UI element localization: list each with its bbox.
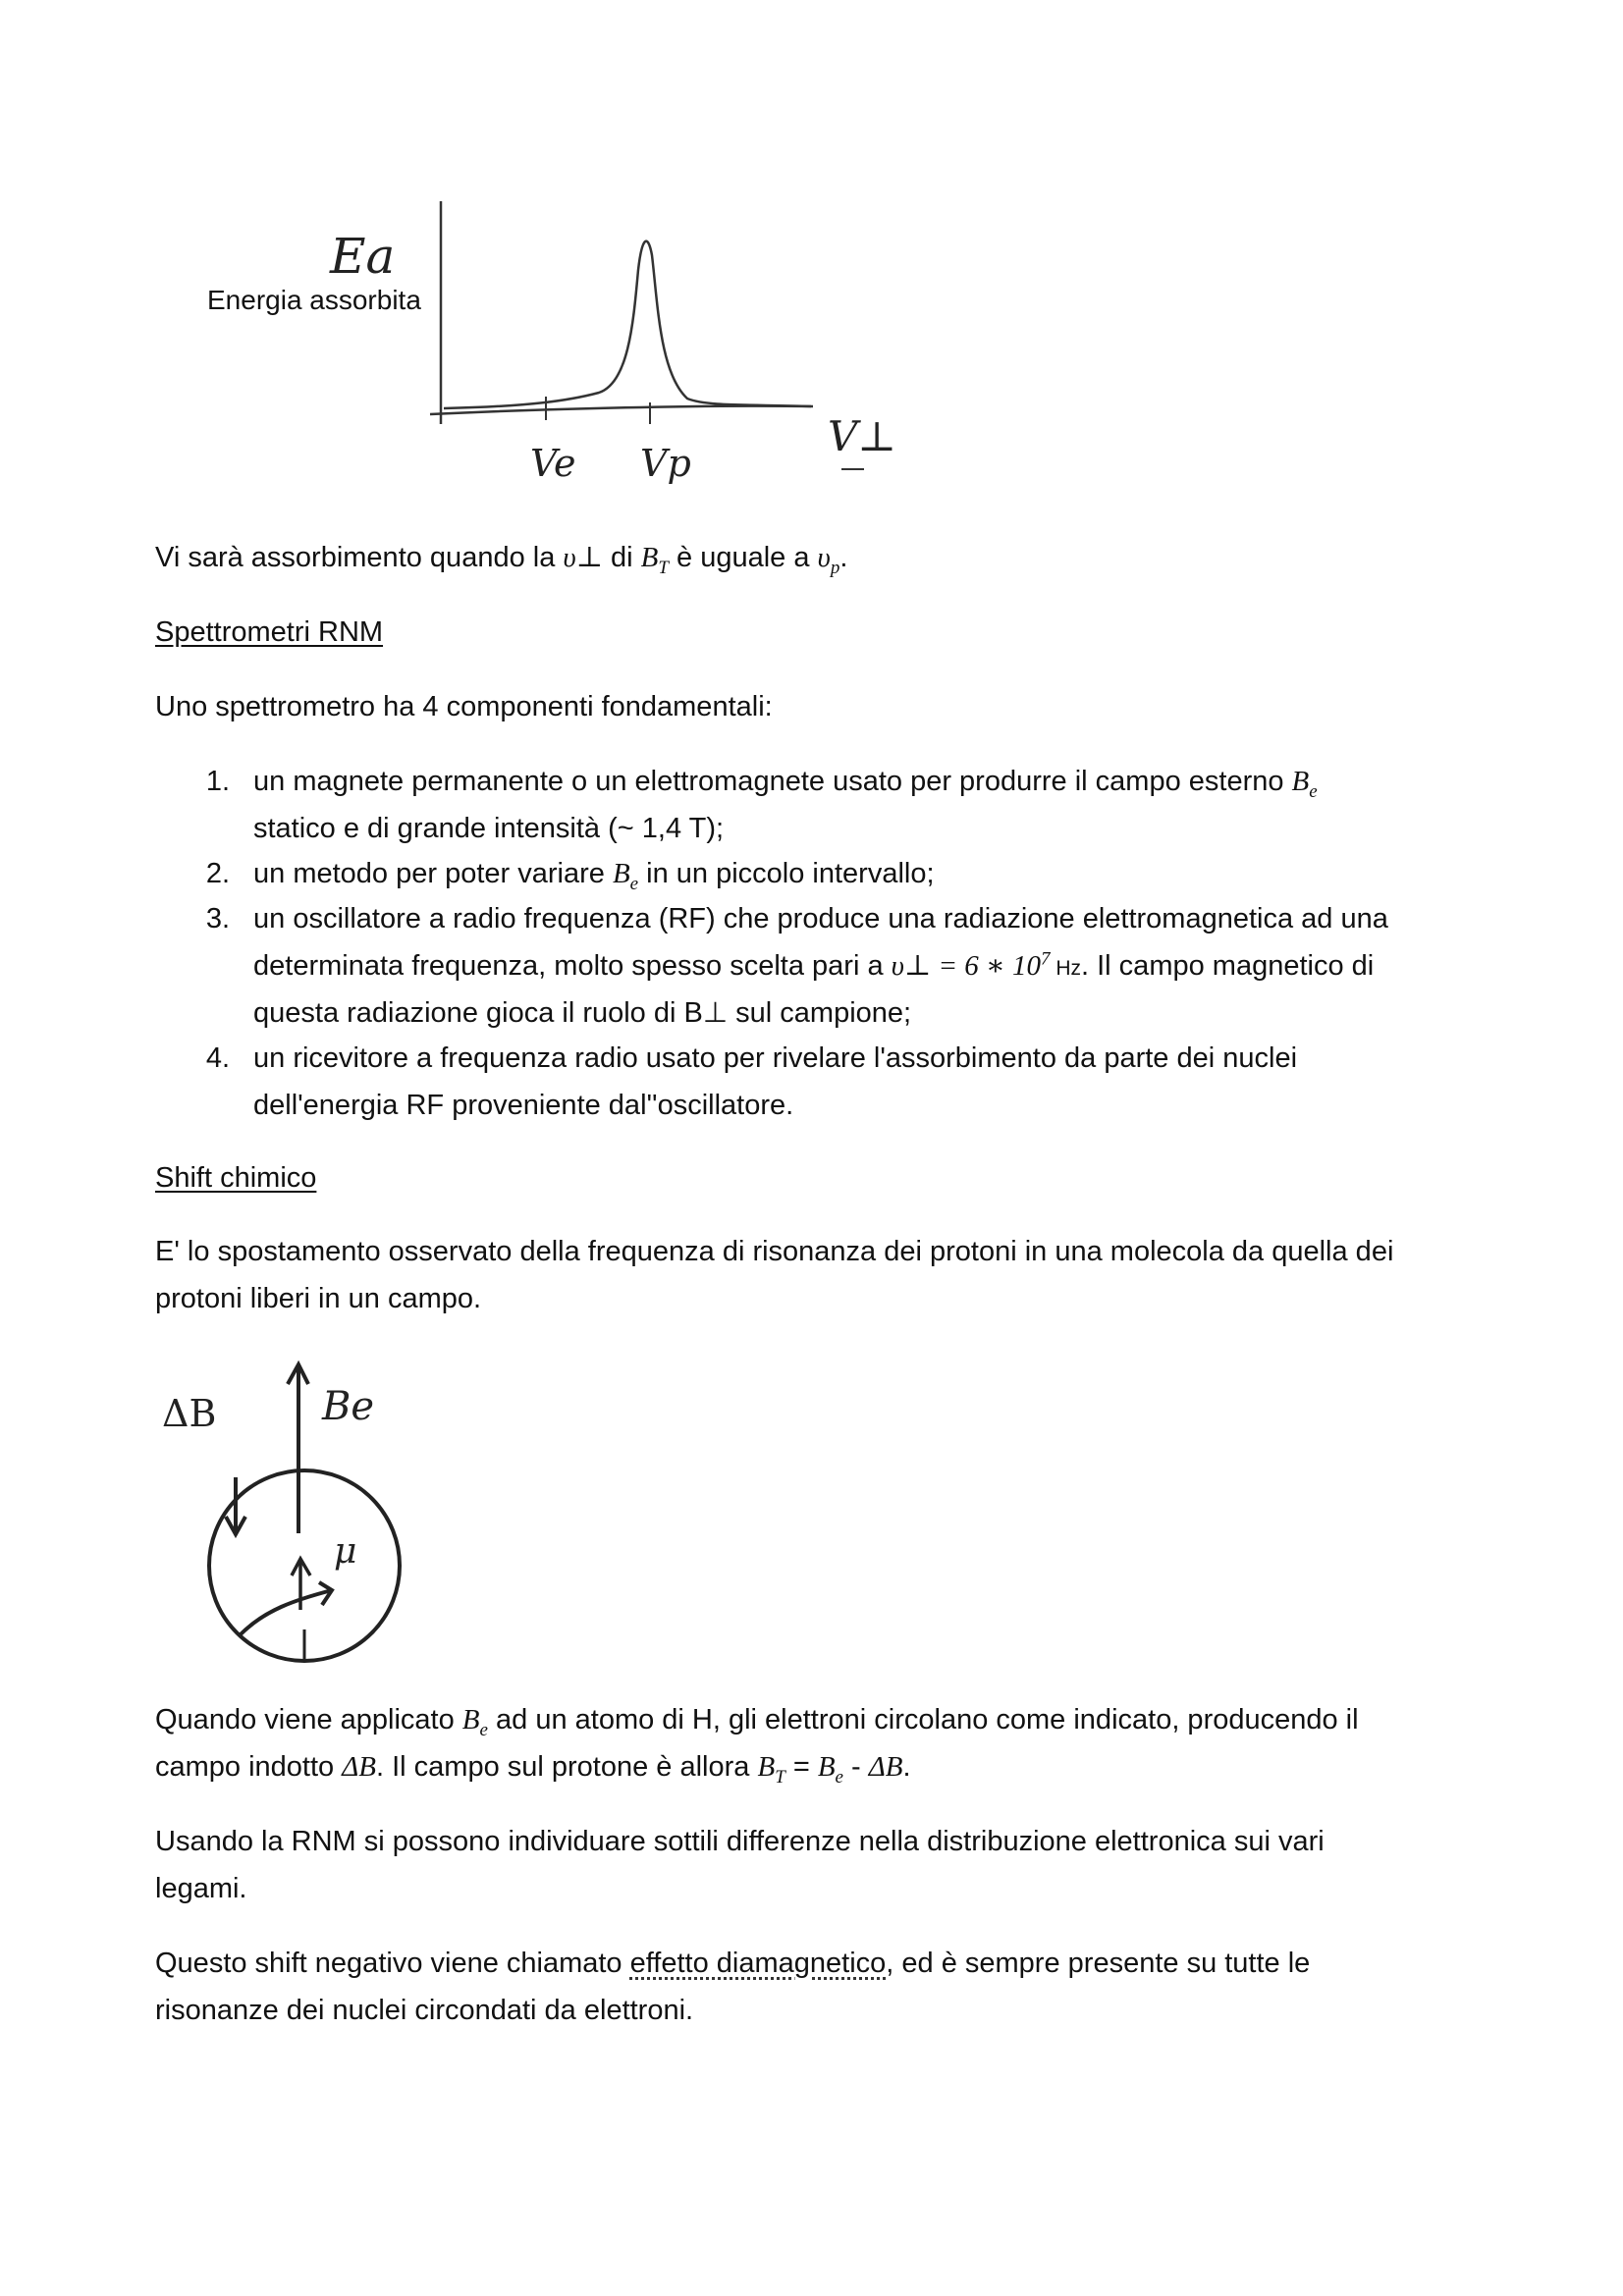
shift-definition-line2: protoni liberi in un campo. — [155, 1283, 482, 1314]
applied-field-line1: Quando viene applicato $B_e$ ad un atomo di H, gli elettroni circolano come indicato, producendo il — [155, 1704, 1359, 1740]
applied-field-line2: campo indotto ΔB. Il campo sul protone è allora $B_T = B_e - \Delta B$. — [155, 1751, 911, 1788]
delta-b-label: ΔB — [162, 1392, 217, 1435]
list-item: un metodo per poter variare $B_e$ in un piccolo intervallo; — [253, 858, 935, 894]
list-item-cont: dell'energia RF proveniente dal''oscillatore. — [253, 1090, 794, 1121]
y-axis-label: Energia assorbita — [207, 285, 421, 315]
diamagnetic-line1: Questo shift negativo viene chiamato effetto diamagnetico, ed è sempre presente su tutte le — [155, 1948, 1311, 1979]
y-axis-hand-label: Ea — [330, 228, 396, 285]
shift-definition-line1: E' lo spostamento osservato della frequenza di risonanza dei protoni in una molecola da quella dei — [155, 1236, 1394, 1267]
list-number: 4. — [205, 1042, 230, 1074]
be-label: Be — [322, 1384, 375, 1429]
rnm-line1: Usando la RNM si possono individuare sottili differenze nella distribuzione elettronica sui vari — [155, 1826, 1325, 1857]
heading-spettrometri: Spettrometri RNM — [155, 616, 384, 648]
diamagnetic-term: effetto diamagnetico — [629, 1948, 887, 1979]
components-intro: Uno spettrometro ha 4 componenti fondamentali: — [155, 691, 773, 722]
list-item: un oscillatore a radio frequenza (RF) che produce una radiazione elettromagnetica ad una — [253, 903, 1388, 934]
list-item-cont: determinata frequenza, molto spesso scelta pari a υ⊥ = 6 ∗ $10^7$ Hz. Il campo magnetico di — [253, 948, 1375, 982]
list-item-cont: questa radiazione gioca il ruolo di B⊥ sul campione; — [253, 997, 912, 1029]
absorption-sentence: Vi sarà assorbimento quando la υ⊥ di $B_T$ è uguale a $\upsilon_p$. — [155, 542, 848, 578]
list-item-cont: statico e di grande intensità (~ 1,4 T); — [253, 813, 725, 844]
x-tick-ve: Ve — [530, 442, 576, 485]
diamagnetic-line2: risonanze dei nuclei circondati da elettroni. — [155, 1995, 694, 2026]
list-number: 2. — [205, 858, 230, 889]
list-item: un magnete permanente o un elettromagnete usato per produrre il campo esterno $B_e$ — [253, 766, 1318, 802]
x-axis-label: V⊥ — [828, 412, 896, 460]
mu-label: μ — [334, 1531, 357, 1572]
rnm-line2: legami. — [155, 1873, 247, 1904]
list-number: 3. — [205, 903, 230, 934]
x-tick-vp: Vp — [640, 442, 691, 485]
list-number: 1. — [205, 766, 230, 797]
list-item: un ricevitore a frequenza radio usato per rivelare l'assorbimento da parte dei nuclei — [253, 1042, 1298, 1074]
heading-shift-chimico: Shift chimico — [155, 1162, 317, 1194]
